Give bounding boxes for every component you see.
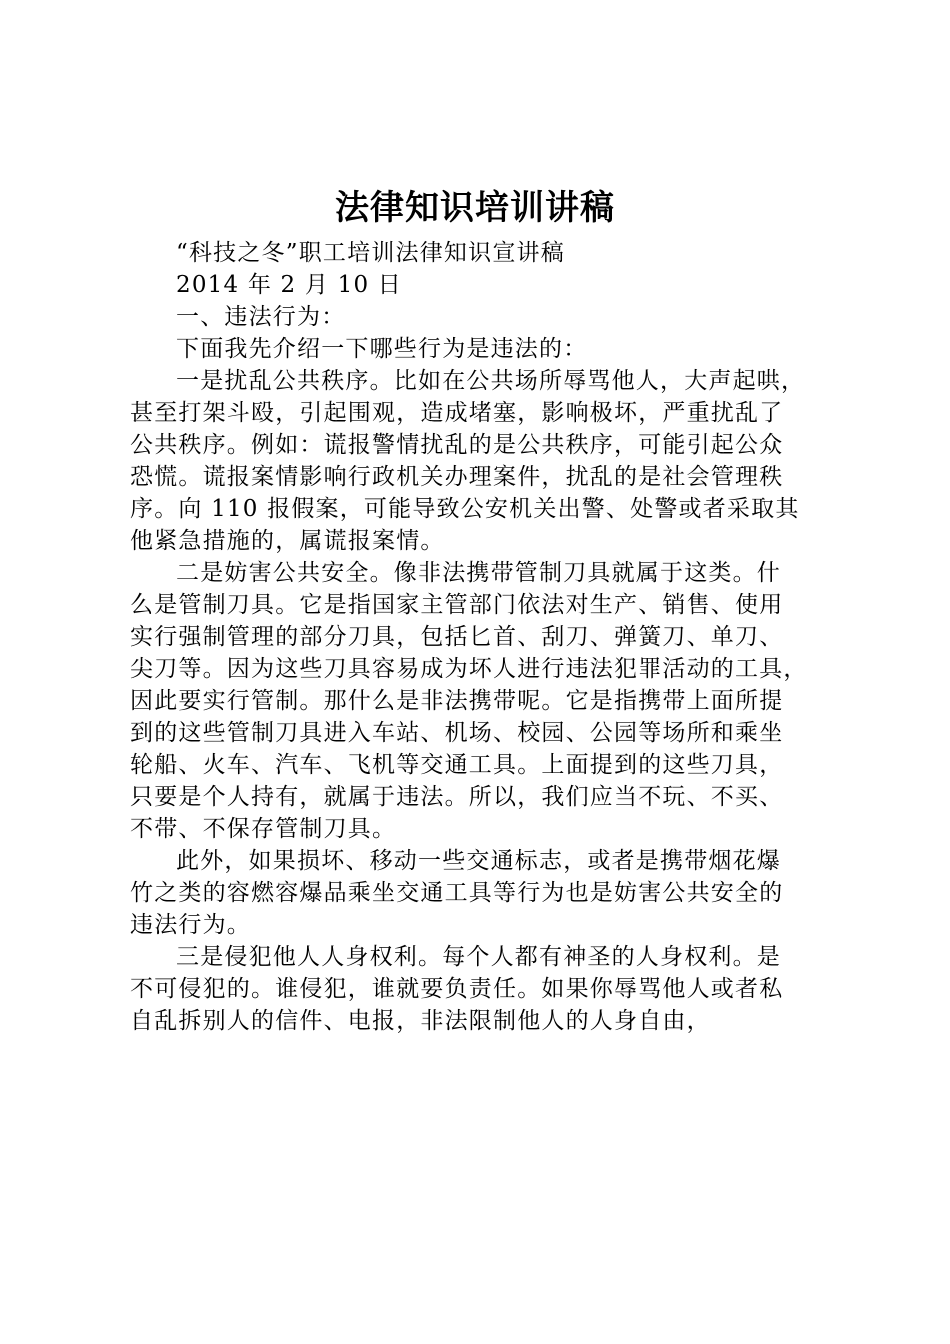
text-line: 不带、不保存管制刀具。 bbox=[130, 816, 397, 842]
text-line: 此外，如果损坏、移动一些交通标志，或者是携带烟花爆 bbox=[176, 848, 781, 874]
text-line: 到的这些管制刀具进入车站、机场、校园、公园等场所和乘坐 bbox=[130, 720, 784, 746]
text-line: 只要是个人持有，就属于违法。所以，我们应当不玩、不买、 bbox=[130, 784, 784, 810]
text-line: 么是管制刀具。它是指国家主管部门依法对生产、销售、使用 bbox=[130, 592, 784, 618]
text-line: 恐慌。谎报案情影响行政机关办理案件，扰乱的是社会管理秩 bbox=[130, 464, 784, 490]
text-line: 因此要实行管制。那什么是非法携带呢。它是指携带上面所提 bbox=[130, 688, 784, 714]
text-line: 不可侵犯的。谁侵犯，谁就要负责任。如果你辱骂他人或者私 bbox=[130, 976, 784, 1002]
text-line: 他紧急措施的，属谎报案情。 bbox=[130, 528, 445, 554]
text-line: 违法行为。 bbox=[130, 912, 251, 938]
text-line: 一是扰乱公共秩序。比如在公共场所辱骂他人，大声起哄， bbox=[176, 368, 806, 394]
text-line: 实行强制管理的部分刀具，包括匕首、刮刀、弹簧刀、单刀、 bbox=[130, 624, 784, 650]
date-line: 2014 年 2 月 10 日 bbox=[176, 272, 402, 298]
text-line: 公共秩序。例如：谎报警情扰乱的是公共秩序，可能引起公众 bbox=[130, 432, 784, 458]
intro-line: 下面我先介绍一下哪些行为是违法的： bbox=[176, 336, 588, 362]
document-title: 法律知识培训讲稿 bbox=[335, 188, 615, 228]
section-heading: 一、违法行为： bbox=[176, 304, 346, 330]
document-body bbox=[130, 237, 830, 1037]
text-line: 甚至打架斗殴，引起围观，造成堵塞，影响极坏，严重扰乱了 bbox=[130, 400, 784, 426]
subtitle-line: “科技之冬”职工培训法律知识宣讲稿 bbox=[176, 240, 565, 266]
text-line: 自乱拆别人的信件、电报，非法限制他人的人身自由， bbox=[130, 1008, 711, 1034]
text-line: 三是侵犯他人人身权利。每个人都有神圣的人身权利。是 bbox=[176, 944, 781, 970]
text-line: 序。向 110 报假案，可能导致公安机关出警、处警或者采取其 bbox=[130, 496, 800, 522]
text-line: 轮船、火车、汽车、飞机等交通工具。上面提到的这些刀具， bbox=[130, 752, 784, 778]
text-line: 竹之类的容燃容爆品乘坐交通工具等行为也是妨害公共安全的 bbox=[130, 880, 784, 906]
text-line: 二是妨害公共安全。像非法携带管制刀具就属于这类。什 bbox=[176, 560, 781, 586]
text-line: 尖刀等。因为这些刀具容易成为坏人进行违法犯罪活动的工具， bbox=[130, 656, 808, 682]
